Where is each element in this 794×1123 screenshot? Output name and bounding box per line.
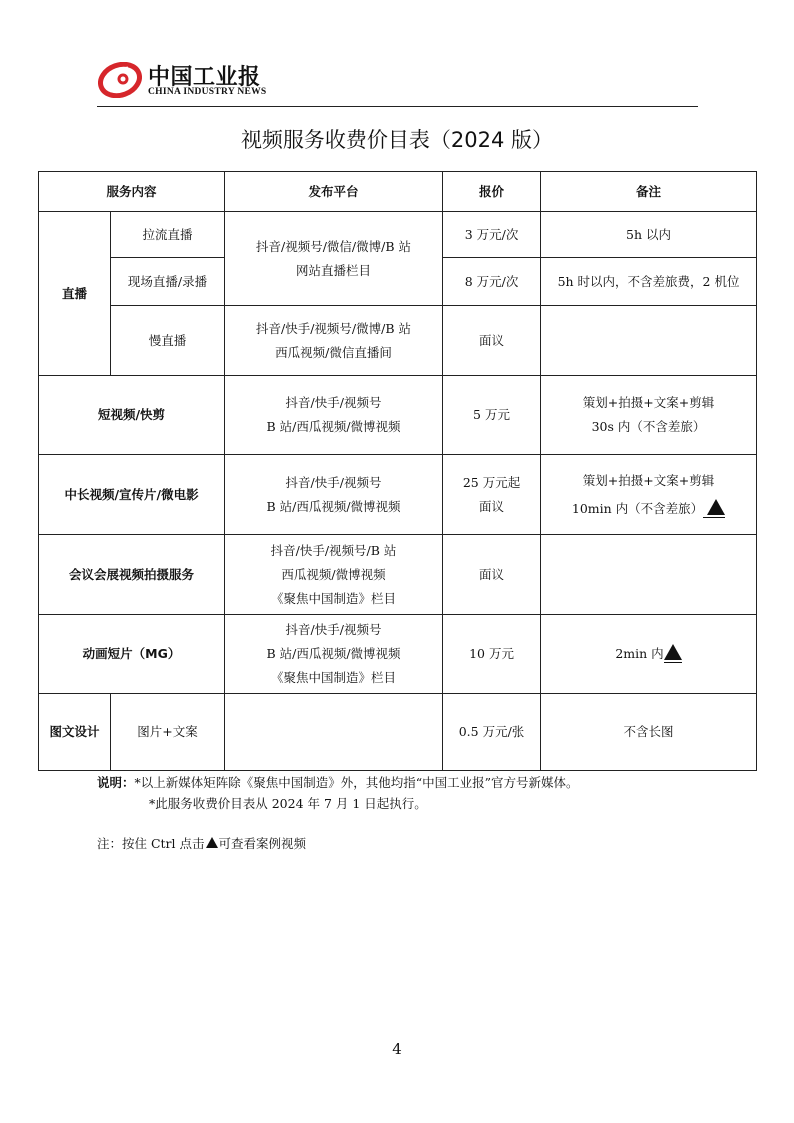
triangle-play-icon[interactable]	[664, 644, 682, 660]
page-number: 4	[392, 1040, 402, 1058]
platform-graphic-design	[225, 694, 443, 771]
platform-line: 西瓜视频/微博视频	[281, 566, 386, 582]
platform-line: B 站/西瓜视频/微博视频	[266, 419, 401, 434]
table-row	[39, 212, 757, 258]
price-line: 25 万元起	[462, 474, 521, 490]
footnote-prefix: 注：按住 Ctrl 点击	[97, 836, 205, 851]
notes-line-1: *以上新媒体矩阵除《聚焦中国制造》外，其他均指“中国工业报”官方号新媒体。	[134, 775, 579, 790]
category-animation: 动画短片（MG）	[39, 615, 225, 694]
platform-mid-long-video	[225, 455, 443, 535]
header-note: 备注	[541, 172, 757, 212]
platform-line: B 站/西瓜视频/微博视频	[266, 498, 401, 514]
fee-table	[38, 171, 757, 771]
platform-line: 抖音/快手/视频号	[285, 474, 382, 490]
price-onsite: 8 万元/次	[443, 258, 541, 306]
note-conference	[541, 535, 757, 615]
note-line: 30s 内（不含差旅）	[591, 419, 706, 434]
notes-line-2: *此服务收费价目表从 2024 年 7 月 1 日起执行。	[149, 796, 427, 811]
header-divider	[97, 106, 698, 107]
header-platform: 发布平台	[225, 172, 443, 212]
note-line: 10min 内（不含差旅）	[571, 500, 704, 516]
platform-line: 抖音/快手/视频号/B 站	[270, 542, 397, 558]
note-line: 2min 内	[615, 646, 664, 661]
price-pull-stream: 3 万元/次	[443, 212, 541, 258]
platform-line: 抖音/视频号/微信/微博/B 站	[256, 238, 412, 254]
note-short-video	[541, 376, 757, 455]
triangle-play-icon[interactable]	[707, 499, 725, 515]
table-row	[39, 535, 757, 615]
platform-line: 抖音/快手/视频号	[285, 395, 382, 410]
price-slow-live: 面议	[443, 306, 541, 376]
platform-line: 抖音/快手/视频号/微博/B 站	[256, 320, 412, 336]
platform-short-video	[225, 376, 443, 455]
header-service: 服务内容	[39, 172, 225, 212]
item-graphic-design: 图片+文案	[111, 694, 225, 771]
note-slow-live	[541, 306, 757, 376]
note-line: 策划+拍摄+文案+剪辑	[582, 472, 715, 488]
table-header-row	[39, 172, 757, 212]
notes-label: 说明：	[97, 775, 135, 790]
platform-animation	[225, 615, 443, 694]
table-row	[39, 615, 757, 694]
note-mid-long-video	[541, 455, 757, 535]
note-pull-stream: 5h 以内	[541, 212, 757, 258]
notes-section	[97, 772, 579, 814]
note-animation	[541, 615, 757, 694]
footnote	[97, 834, 306, 852]
item-slow-live: 慢直播	[111, 306, 225, 376]
platform-line: 抖音/快手/视频号	[285, 622, 382, 637]
table-row	[39, 376, 757, 455]
table-row	[39, 306, 757, 376]
logo-mark-icon	[98, 62, 142, 98]
platform-slow-live	[225, 306, 443, 376]
table-row	[39, 694, 757, 771]
platform-line: 《聚焦中国制造》栏目	[271, 670, 397, 685]
platform-pull-stream	[225, 212, 443, 306]
price-line: 面议	[479, 498, 505, 514]
platform-line: 西瓜视频/微信直播间	[275, 344, 392, 360]
header-price: 报价	[443, 172, 541, 212]
category-mid-long-video: 中长视频/宣传片/微电影	[39, 455, 225, 535]
note-graphic-design: 不含长图	[541, 694, 757, 771]
note-onsite: 5h 时以内，不含差旅费，2 机位	[541, 258, 757, 306]
platform-conference	[225, 535, 443, 615]
category-conference: 会议会展视频拍摄服务	[39, 535, 225, 615]
triangle-play-icon	[206, 837, 218, 848]
price-conference: 面议	[443, 535, 541, 615]
footnote-suffix: 可查看案例视频	[218, 836, 307, 851]
price-graphic-design: 0.5 万元/张	[443, 694, 541, 771]
category-graphic-design: 图文设计	[39, 694, 111, 771]
brand-name-en: CHINA INDUSTRY NEWS	[148, 87, 267, 97]
document-title: 视频服务收费价目表（2024 版）	[240, 128, 554, 152]
platform-line: 《聚焦中国制造》栏目	[271, 590, 397, 606]
price-animation: 10 万元	[443, 615, 541, 694]
category-short-video: 短视频/快剪	[39, 376, 225, 455]
platform-line: 网站直播栏目	[296, 262, 372, 278]
brand-name-cn: 中国工业报	[148, 65, 261, 90]
item-onsite: 现场直播/录播	[111, 258, 225, 306]
note-line: 策划+拍摄+文案+剪辑	[582, 395, 715, 410]
price-mid-long-video	[443, 455, 541, 535]
item-pull-stream: 拉流直播	[111, 212, 225, 258]
platform-line: B 站/西瓜视频/微博视频	[266, 646, 401, 661]
price-short-video: 5 万元	[443, 376, 541, 455]
table-row	[39, 455, 757, 535]
category-live: 直播	[39, 212, 111, 376]
